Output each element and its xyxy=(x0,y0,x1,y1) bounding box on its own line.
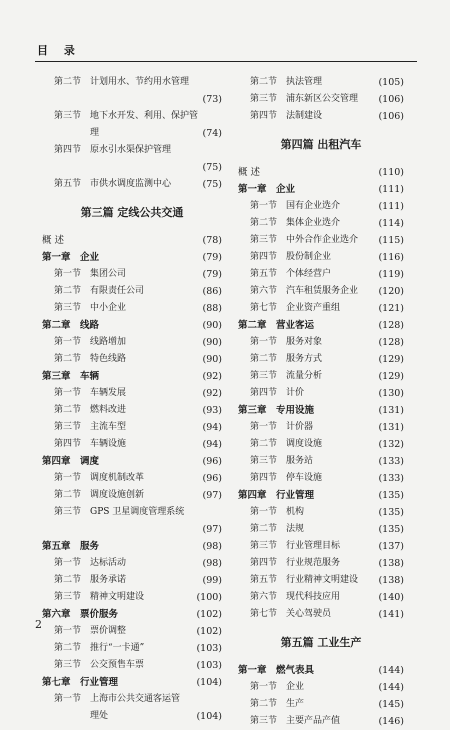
entry-title: 服务承诺 xyxy=(90,575,127,585)
toc-part-heading xyxy=(238,132,404,157)
entry-label: 第三节 xyxy=(54,303,82,313)
toc-entry xyxy=(238,696,404,713)
entry-title: 调度 xyxy=(80,456,100,467)
toc-entry xyxy=(42,504,222,521)
entry-page-number: (131) xyxy=(375,402,404,419)
toc-entry xyxy=(42,691,222,708)
entry-page-number: (73) xyxy=(199,91,222,108)
entry-title: 主流车型 xyxy=(90,422,127,432)
entry-label: 第六章 xyxy=(42,609,71,620)
entry-label: 第五章 xyxy=(42,541,71,552)
entry-title: 上海市公共交通客运管 xyxy=(90,694,181,704)
page-header xyxy=(35,40,417,62)
entry-label: 第三节 xyxy=(54,592,82,602)
entry-title: 原水引水渠保护管理 xyxy=(90,145,172,155)
entry-page-number: (92) xyxy=(199,368,222,385)
entry-page-number: (144) xyxy=(375,679,404,696)
entry-page-number: (103) xyxy=(193,657,222,674)
entry-title: 专用设施 xyxy=(276,405,315,416)
entry-label: 第六节 xyxy=(250,286,278,296)
entry-page-number: (79) xyxy=(199,266,222,283)
entry-page-number: (96) xyxy=(199,453,222,470)
entry-page-number: (115) xyxy=(375,232,404,249)
toc-chapter xyxy=(42,368,222,385)
entry-title: 线路增加 xyxy=(90,337,127,347)
entry-page-number: (132) xyxy=(375,436,404,453)
toc-entry xyxy=(238,368,404,385)
entry-label: 第三节 xyxy=(250,235,278,245)
toc-entry xyxy=(238,419,404,436)
toc-entry xyxy=(238,606,404,623)
entry-label: 第一节 xyxy=(250,422,278,432)
entry-page-number: (96) xyxy=(199,470,222,487)
entry-page-number: (140) xyxy=(375,589,404,606)
toc-entry xyxy=(238,572,404,589)
entry-label: 第三节 xyxy=(54,422,82,432)
entry-label: 第二节 xyxy=(54,490,82,500)
spacer xyxy=(238,623,404,630)
toc-entry xyxy=(238,232,404,249)
toc-chapter xyxy=(42,453,222,470)
entry-title: 特色线路 xyxy=(90,354,127,364)
entry-page-number: (135) xyxy=(375,487,404,504)
entry-label: 第四节 xyxy=(54,145,82,155)
entry-label: 第四节 xyxy=(250,111,278,121)
entry-page-number: (78) xyxy=(199,232,222,249)
spacer xyxy=(238,125,404,132)
entry-label: 第二节 xyxy=(250,699,278,709)
toc-entry xyxy=(238,453,404,470)
entry-title: 行业管理 xyxy=(80,677,119,688)
entry-label: 第一节 xyxy=(250,337,278,347)
entry-label: 第二节 xyxy=(250,218,278,228)
entry-title: 关心驾驶员 xyxy=(286,609,332,619)
entry-title: 行业精神文明建设 xyxy=(286,575,359,585)
toc-entry xyxy=(238,334,404,351)
toc-entry xyxy=(42,266,222,283)
entry-page-number: (75) xyxy=(199,176,222,193)
entry-label: 第三节 xyxy=(250,716,278,726)
entry-title: 服务站 xyxy=(286,456,314,466)
entry-label: 第三节 xyxy=(250,371,278,381)
toc-entry xyxy=(42,657,222,674)
entry-label: 第六节 xyxy=(250,592,278,602)
entry-label: 第一节 xyxy=(54,558,82,568)
entry-label: 第四节 xyxy=(250,252,278,262)
toc-entry xyxy=(42,283,222,300)
entry-title: 主要产品产值 xyxy=(286,716,341,726)
entry-title: 企业 xyxy=(80,252,100,263)
entry-page-number: (99) xyxy=(199,572,222,589)
entry-page-number: (120) xyxy=(375,283,404,300)
entry-label: 第一节 xyxy=(54,337,82,347)
entry-title: 达标活动 xyxy=(90,558,127,568)
toc-chapter xyxy=(238,402,404,419)
entry-title: 法规 xyxy=(286,524,305,534)
header-title: 目 录 xyxy=(37,44,81,57)
entry-label: 第四章 xyxy=(238,490,267,501)
entry-title: 精神文明建设 xyxy=(90,592,145,602)
toc-entry xyxy=(238,470,404,487)
entry-title: 公交预售车票 xyxy=(90,660,145,670)
toc-chapter xyxy=(42,674,222,691)
entry-label: 第七节 xyxy=(250,303,278,313)
entry-label: 第一节 xyxy=(54,473,82,483)
entry-page-number: (92) xyxy=(199,385,222,402)
entry-title: 企业资产重组 xyxy=(286,303,341,313)
entry-title: 个体经营户 xyxy=(286,269,332,279)
toc-entry xyxy=(238,713,404,730)
toc-right-column xyxy=(238,74,404,730)
toc-entry xyxy=(42,232,222,249)
toc-entry xyxy=(42,419,222,436)
entry-page-number: (79) xyxy=(199,249,222,266)
entry-title: 计划用水、节约用水管理 xyxy=(90,77,190,87)
toc-entry xyxy=(42,708,222,725)
entry-title: 计价器 xyxy=(286,422,314,432)
toc-entry xyxy=(238,74,404,91)
entry-title: 行业管理目标 xyxy=(286,541,341,551)
entry-title: 调度设施创新 xyxy=(90,490,145,500)
entry-label: 第三节 xyxy=(250,456,278,466)
spacer xyxy=(42,193,222,200)
entry-label: 第四节 xyxy=(54,439,82,449)
entry-label: 概 述 xyxy=(42,235,65,246)
entry-title: 法制建设 xyxy=(286,111,323,121)
entry-page-number: (135) xyxy=(375,504,404,521)
entry-title: 集团公司 xyxy=(90,269,127,279)
entry-title: 停车设施 xyxy=(286,473,323,483)
entry-title: GPS 卫星调度管理系统 xyxy=(90,507,185,517)
toc-entry xyxy=(42,623,222,640)
toc-entry xyxy=(42,300,222,317)
entry-page-number: (130) xyxy=(375,385,404,402)
entry-label: 第二节 xyxy=(54,286,82,296)
toc-entry xyxy=(238,108,404,125)
entry-page-number: (138) xyxy=(375,555,404,572)
entry-page-number: (106) xyxy=(375,108,404,125)
entry-label: 第五节 xyxy=(250,269,278,279)
entry-label: 第三节 xyxy=(250,541,278,551)
entry-page-number: (131) xyxy=(375,419,404,436)
entry-page-number: (94) xyxy=(199,419,222,436)
toc-entry xyxy=(42,74,222,91)
toc-entry xyxy=(42,402,222,419)
toc-entry xyxy=(42,470,222,487)
toc-part-heading xyxy=(42,200,222,225)
entry-page-number: (94) xyxy=(199,436,222,453)
entry-label: 第一章 xyxy=(42,252,71,263)
entry-page-number: (90) xyxy=(199,317,222,334)
entry-label: 第五节 xyxy=(54,179,82,189)
toc-entry xyxy=(42,108,222,125)
entry-title: 企业 xyxy=(286,682,305,692)
toc-chapter xyxy=(238,181,404,198)
entry-label: 第三章 xyxy=(42,371,71,382)
entry-label: 第四节 xyxy=(250,388,278,398)
entry-page-number: (74) xyxy=(199,125,222,142)
toc-entry xyxy=(238,504,404,521)
entry-title: 中外合作企业选介 xyxy=(286,235,359,245)
entry-page-number: (86) xyxy=(199,283,222,300)
toc-part-heading xyxy=(238,630,404,655)
toc-entry xyxy=(238,198,404,215)
entry-label: 第三节 xyxy=(250,94,278,104)
entry-title: 中小企业 xyxy=(90,303,127,313)
spacer xyxy=(238,157,404,164)
entry-page-number: (128) xyxy=(375,317,404,334)
entry-label: 第一节 xyxy=(250,507,278,517)
entry-page-number: (129) xyxy=(375,368,404,385)
entry-title: 车辆设施 xyxy=(90,439,127,449)
entry-title: 集体企业选介 xyxy=(286,218,341,228)
toc-entry xyxy=(42,640,222,657)
entry-label: 第一节 xyxy=(54,626,82,636)
toc-chapter xyxy=(42,606,222,623)
toc-entry xyxy=(238,555,404,572)
toc-entry xyxy=(42,351,222,368)
entry-label: 第四节 xyxy=(250,473,278,483)
entry-page-number: (145) xyxy=(375,696,404,713)
entry-page-number: (93) xyxy=(199,402,222,419)
toc-entry xyxy=(42,125,222,142)
entry-label: 第二章 xyxy=(42,320,71,331)
spacer xyxy=(238,655,404,662)
entry-title: 线路 xyxy=(80,320,100,331)
entry-title: 推行“一卡通” xyxy=(90,643,145,653)
toc-entry xyxy=(42,589,222,606)
entry-page-number: (129) xyxy=(375,351,404,368)
entry-page-number: (100) xyxy=(193,589,222,606)
toc-entry xyxy=(42,555,222,572)
entry-page-number: (98) xyxy=(199,538,222,555)
entry-title: 理 xyxy=(90,128,100,138)
entry-label: 第一章 xyxy=(238,184,267,195)
entry-label: 第一节 xyxy=(54,694,82,704)
entry-title: 计价 xyxy=(286,388,305,398)
entry-label: 第四节 xyxy=(250,558,278,568)
entry-label: 第一节 xyxy=(54,269,82,279)
entry-title: 服务对象 xyxy=(286,337,323,347)
entry-title: 第五篇 工业生产 xyxy=(280,636,362,649)
entry-label: 第二节 xyxy=(250,524,278,534)
entry-label: 第三节 xyxy=(54,660,82,670)
toc-entry xyxy=(238,385,404,402)
toc-entry xyxy=(238,679,404,696)
entry-label: 第二章 xyxy=(238,320,267,331)
entry-page-number: (98) xyxy=(199,555,222,572)
entry-title: 调度设施 xyxy=(286,439,323,449)
entry-page-number: (128) xyxy=(375,334,404,351)
entry-title: 行业管理 xyxy=(276,490,315,501)
toc-entry xyxy=(238,521,404,538)
entry-title: 燃料改进 xyxy=(90,405,127,415)
toc-entry xyxy=(238,538,404,555)
entry-label: 第二节 xyxy=(250,77,278,87)
toc-entry xyxy=(42,91,222,108)
entry-page-number: (146) xyxy=(375,713,404,730)
toc-entry xyxy=(238,164,404,181)
entry-page-number: (116) xyxy=(375,249,404,266)
entry-title: 车辆发展 xyxy=(90,388,127,398)
entry-title: 行业规范服务 xyxy=(286,558,341,568)
entry-title: 服务 xyxy=(80,541,100,552)
page-number: 2 xyxy=(35,618,42,631)
entry-page-number: (119) xyxy=(375,266,404,283)
entry-page-number: (121) xyxy=(375,300,404,317)
entry-page-number: (138) xyxy=(375,572,404,589)
entry-label: 第五节 xyxy=(250,575,278,585)
entry-title: 营业客运 xyxy=(276,320,315,331)
entry-label: 第二节 xyxy=(54,354,82,364)
entry-title: 浦东新区公交管理 xyxy=(286,94,359,104)
toc-entry xyxy=(238,300,404,317)
entry-label: 第二节 xyxy=(54,405,82,415)
entry-title: 地下水开发、利用、保护管 xyxy=(90,111,199,121)
toc-entry xyxy=(238,266,404,283)
toc-entry xyxy=(42,334,222,351)
toc-chapter xyxy=(42,317,222,334)
entry-page-number: (102) xyxy=(193,606,222,623)
entry-label: 第二节 xyxy=(54,643,82,653)
entry-title: 车辆 xyxy=(80,371,100,382)
entry-label: 第四章 xyxy=(42,456,71,467)
entry-title: 国有企业选介 xyxy=(286,201,341,211)
entry-page-number: (103) xyxy=(193,640,222,657)
entry-page-number: (135) xyxy=(375,521,404,538)
toc-entry xyxy=(238,436,404,453)
entry-title: 第三篇 定线公共交通 xyxy=(80,206,184,219)
entry-title: 流量分析 xyxy=(286,371,323,381)
entry-title: 市供水调度监测中心 xyxy=(90,179,172,189)
toc-entry xyxy=(42,142,222,159)
entry-page-number: (137) xyxy=(375,538,404,555)
toc-entry xyxy=(42,487,222,504)
entry-title: 汽车租赁服务企业 xyxy=(286,286,359,296)
entry-label: 第二节 xyxy=(250,439,278,449)
toc-entry xyxy=(238,589,404,606)
entry-page-number: (90) xyxy=(199,334,222,351)
entry-label: 第三节 xyxy=(54,507,82,517)
entry-page-number: (88) xyxy=(199,300,222,317)
entry-page-number: (104) xyxy=(193,708,222,725)
entry-page-number: (105) xyxy=(375,74,404,91)
entry-label: 概 述 xyxy=(238,167,261,178)
entry-title: 现代科技应用 xyxy=(286,592,341,602)
entry-label: 第一节 xyxy=(54,388,82,398)
entry-page-number: (106) xyxy=(375,91,404,108)
toc-entry xyxy=(238,249,404,266)
entry-label: 第一节 xyxy=(250,682,278,692)
entry-page-number: (110) xyxy=(375,164,404,181)
entry-label: 第三节 xyxy=(54,111,82,121)
entry-title: 生产 xyxy=(286,699,305,709)
entry-page-number: (114) xyxy=(375,215,404,232)
entry-label: 第三章 xyxy=(238,405,267,416)
toc-entry xyxy=(238,351,404,368)
entry-title: 燃气表具 xyxy=(276,665,315,676)
toc-entry xyxy=(42,159,222,176)
entry-page-number: (90) xyxy=(199,351,222,368)
entry-page-number: (97) xyxy=(199,521,222,538)
entry-label: 第七章 xyxy=(42,677,71,688)
toc-entry xyxy=(42,385,222,402)
entry-title: 企业 xyxy=(276,184,296,195)
entry-title: 第四篇 出租汽车 xyxy=(280,138,362,151)
entry-title: 股份制企业 xyxy=(286,252,332,262)
toc-chapter xyxy=(238,317,404,334)
entry-label: 第一章 xyxy=(238,665,267,676)
toc-left-column xyxy=(42,74,222,725)
entry-title: 服务方式 xyxy=(286,354,323,364)
toc-chapter xyxy=(238,662,404,679)
toc-entry xyxy=(42,572,222,589)
entry-title: 调度机制改革 xyxy=(90,473,145,483)
entry-title: 执法管理 xyxy=(286,77,323,87)
entry-label: 第二节 xyxy=(250,354,278,364)
entry-title: 有限责任公司 xyxy=(90,286,145,296)
entry-page-number: (141) xyxy=(375,606,404,623)
entry-page-number: (133) xyxy=(375,470,404,487)
entry-label: 第七节 xyxy=(250,609,278,619)
toc-entry xyxy=(42,176,222,193)
entry-page-number: (111) xyxy=(375,198,404,215)
entry-title: 票价服务 xyxy=(80,609,119,620)
entry-title: 理处 xyxy=(90,711,109,721)
entry-label: 第二节 xyxy=(54,575,82,585)
spacer xyxy=(42,225,222,232)
entry-page-number: (102) xyxy=(193,623,222,640)
toc-entry xyxy=(238,215,404,232)
entry-title: 票价调整 xyxy=(90,626,127,636)
toc-entry xyxy=(42,436,222,453)
entry-label: 第一节 xyxy=(250,201,278,211)
toc-entry xyxy=(42,521,222,538)
entry-title: 机构 xyxy=(286,507,305,517)
entry-page-number: (133) xyxy=(375,453,404,470)
toc-chapter xyxy=(42,538,222,555)
toc-chapter xyxy=(42,249,222,266)
entry-page-number: (104) xyxy=(193,674,222,691)
toc-entry xyxy=(238,283,404,300)
entry-label: 第二节 xyxy=(54,77,82,87)
toc-chapter xyxy=(238,487,404,504)
entry-page-number: (75) xyxy=(199,159,222,176)
toc-entry xyxy=(238,91,404,108)
entry-page-number: (144) xyxy=(375,662,404,679)
entry-page-number: (111) xyxy=(375,181,404,198)
entry-page-number: (97) xyxy=(199,487,222,504)
